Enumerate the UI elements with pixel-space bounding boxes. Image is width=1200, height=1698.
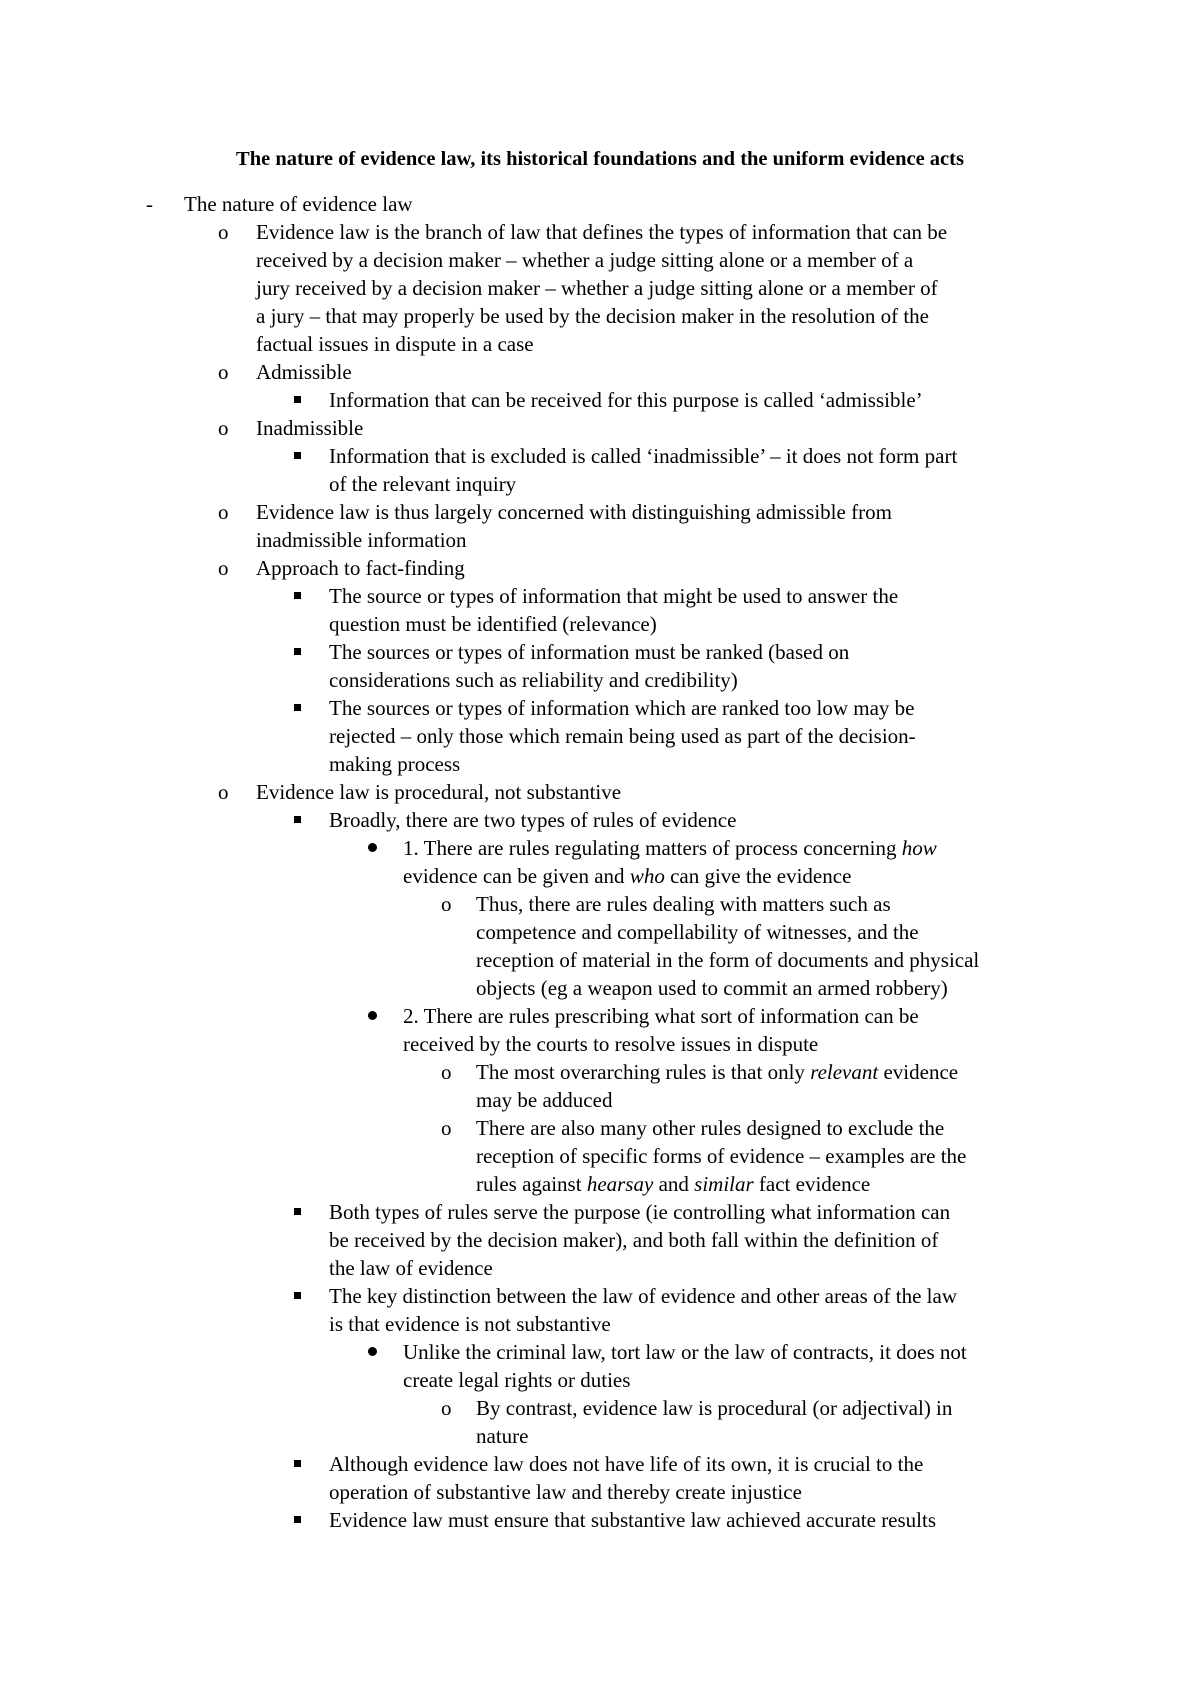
circle-bullet: o [218, 360, 229, 384]
text-line: Evidence law is procedural, not substantive [256, 780, 622, 804]
outline-item [0, 1198, 1200, 1282]
circle-bullet: o [441, 1396, 452, 1420]
outline-item-text [256, 778, 1064, 806]
text-line: Evidence law is the branch of law that defines the types of information that can be [256, 220, 948, 244]
text-line: reception of material in the form of documents and physical [476, 948, 980, 972]
outline-item [0, 1338, 1200, 1394]
square-bullet-icon [294, 638, 301, 666]
outline-item [0, 554, 1200, 582]
circle-bullet: o [218, 416, 229, 440]
dot-bullet-icon [368, 1002, 377, 1030]
outline-item [0, 442, 1200, 498]
outline-item-text [256, 498, 1064, 554]
text-line: the law of evidence [329, 1256, 493, 1280]
outline-item [0, 1450, 1200, 1506]
dash-bullet: - [146, 192, 153, 216]
text-line: rules against hearsay and similar fact evidence [476, 1172, 871, 1196]
text-line: making process [329, 752, 461, 776]
outline-item [0, 414, 1200, 442]
outline-item-text [403, 1002, 1064, 1058]
text-line: Information that can be received for this purpose is called ‘admissible’ [329, 388, 923, 412]
outline-list [0, 190, 1200, 1534]
outline-item [0, 806, 1200, 834]
outline-item-text [184, 190, 1064, 218]
text-line: Although evidence law does not have life of its own, it is crucial to the [329, 1452, 924, 1476]
text-line: The sources or types of information must be ranked (based on [329, 640, 850, 664]
outline-item-text [403, 1338, 1064, 1394]
text-line: inadmissible information [256, 528, 467, 552]
outline-item [0, 358, 1200, 386]
text-line: may be adduced [476, 1088, 613, 1112]
outline-item [0, 1002, 1200, 1058]
text-line: of the relevant inquiry [329, 472, 517, 496]
dot-bullet-icon [368, 1338, 377, 1366]
outline-item [0, 1282, 1200, 1338]
text-line: evidence can be given and who can give the evidence [403, 864, 852, 888]
outline-item-text [329, 1198, 1064, 1282]
text-line: Thus, there are rules dealing with matters such as [476, 892, 891, 916]
circle-bullet: o [441, 892, 452, 916]
square-bullet-icon [294, 1450, 301, 1478]
text-line: operation of substantive law and thereby create injustice [329, 1480, 802, 1504]
outline-item-text [329, 806, 1064, 834]
text-line: Unlike the criminal law, tort law or the law of contracts, it does not [403, 1340, 967, 1364]
text-line: Both types of rules serve the purpose (ie controlling what information can [329, 1200, 951, 1224]
text-line: 1. There are rules regulating matters of process concerning how [403, 836, 937, 860]
dot-bullet-icon [368, 834, 377, 862]
outline-item-text [329, 1506, 1064, 1534]
square-bullet-icon [294, 1506, 301, 1534]
text-line: By contrast, evidence law is procedural (or adjectival) in [476, 1396, 953, 1420]
text-line: reception of specific forms of evidence – examples are the [476, 1144, 967, 1168]
circle-bullet: o [218, 220, 229, 244]
square-bullet-icon [294, 1198, 301, 1226]
outline-item [0, 498, 1200, 554]
text-line: Evidence law is thus largely concerned with distinguishing admissible from [256, 500, 892, 524]
text-line: question must be identified (relevance) [329, 612, 657, 636]
outline-item-text [476, 1114, 1064, 1198]
text-line: Broadly, there are two types of rules of evidence [329, 808, 737, 832]
outline-item [0, 190, 1200, 218]
outline-item [0, 890, 1200, 1002]
text-line: jury received by a decision maker – whether a judge sitting alone or a member of [256, 276, 938, 300]
text-line: a jury – that may properly be used by the decision maker in the resolution of the [256, 304, 929, 328]
outline-item-text [256, 414, 1064, 442]
outline-item [0, 386, 1200, 414]
circle-bullet: o [218, 556, 229, 580]
text-line: received by a decision maker – whether a judge sitting alone or a member of a [256, 248, 914, 272]
text-line: There are also many other rules designed to exclude the [476, 1116, 945, 1140]
text-line: Admissible [256, 360, 352, 384]
outline-item-text [476, 1058, 1064, 1114]
outline-item [0, 694, 1200, 778]
circle-bullet: o [218, 500, 229, 524]
outline-item [0, 778, 1200, 806]
text-line: competence and compellability of witnesses, and the [476, 920, 919, 944]
text-line: 2. There are rules prescribing what sort of information can be [403, 1004, 919, 1028]
text-line: Evidence law must ensure that substantive law achieved accurate results [329, 1508, 937, 1532]
outline-item-text [329, 1282, 1064, 1338]
outline-item-text [329, 582, 1064, 638]
circle-bullet: o [441, 1060, 452, 1084]
text-line: The nature of evidence law [184, 192, 413, 216]
outline-item-text [329, 638, 1064, 694]
text-line: Inadmissible [256, 416, 364, 440]
circle-bullet: o [441, 1116, 452, 1140]
outline-item-text [256, 358, 1064, 386]
outline-item [0, 638, 1200, 694]
outline-item-text [329, 386, 1064, 414]
text-line: create legal rights or duties [403, 1368, 631, 1392]
text-line: received by the courts to resolve issues in dispute [403, 1032, 819, 1056]
outline-item-text [329, 694, 1064, 778]
text-line: Approach to fact-finding [256, 556, 465, 580]
document-title: The nature of evidence law, its historical foundations and the uniform evidence acts [236, 148, 964, 170]
outline-item-text [476, 890, 1064, 1002]
text-line: is that evidence is not substantive [329, 1312, 611, 1336]
outline-item [0, 834, 1200, 890]
square-bullet-icon [294, 806, 301, 834]
text-line: nature [476, 1424, 529, 1448]
outline-item-text [476, 1394, 1064, 1450]
square-bullet-icon [294, 386, 301, 414]
text-line: The sources or types of information which are ranked too low may be [329, 696, 915, 720]
outline-item-text [256, 554, 1064, 582]
outline-item-text [329, 442, 1064, 498]
text-line: factual issues in dispute in a case [256, 332, 534, 356]
text-line: objects (eg a weapon used to commit an armed robbery) [476, 976, 948, 1000]
outline-item [0, 582, 1200, 638]
outline-item-text [256, 218, 1064, 358]
square-bullet-icon [294, 1282, 301, 1310]
text-line: considerations such as reliability and credibility) [329, 668, 738, 692]
text-line: be received by the decision maker), and both fall within the definition of [329, 1228, 939, 1252]
text-line: rejected – only those which remain being used as part of the decision- [329, 724, 916, 748]
outline-item [0, 1506, 1200, 1534]
circle-bullet: o [218, 780, 229, 804]
square-bullet-icon [294, 582, 301, 610]
outline-item-text [403, 834, 1064, 890]
outline-item [0, 1058, 1200, 1114]
outline-item [0, 218, 1200, 358]
text-line: The key distinction between the law of evidence and other areas of the law [329, 1284, 958, 1308]
outline-item-text [329, 1450, 1064, 1506]
text-line: The most overarching rules is that only relevant evidence [476, 1060, 959, 1084]
text-line: Information that is excluded is called ‘inadmissible’ – it does not form part [329, 444, 958, 468]
text-line: The source or types of information that might be used to answer the [329, 584, 899, 608]
square-bullet-icon [294, 694, 301, 722]
outline-item [0, 1114, 1200, 1198]
square-bullet-icon [294, 442, 301, 470]
outline-item [0, 1394, 1200, 1450]
